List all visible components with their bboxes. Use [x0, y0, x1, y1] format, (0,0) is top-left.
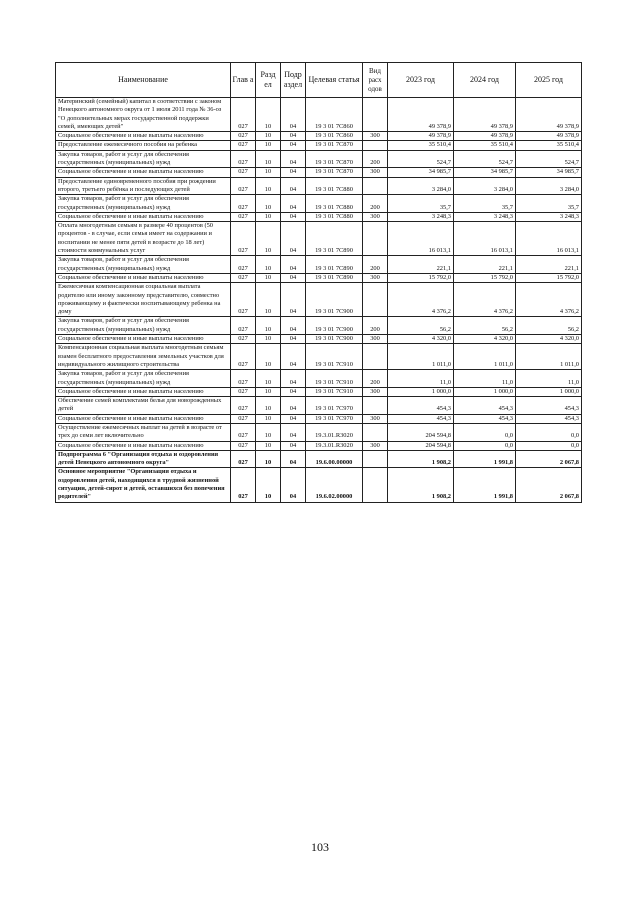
table-row — [56, 317, 582, 335]
cell-chapter: 027 — [231, 132, 256, 141]
cell-subsection: 04 — [281, 335, 306, 344]
cell-target: 19.6.02.00000 — [306, 468, 363, 502]
cell-expense-type: 300 — [363, 168, 388, 177]
cell-name: Закупка товаров, работ и услуг для обеспечения государственных (муниципальных) нужд — [56, 195, 231, 213]
cell-chapter: 027 — [231, 283, 256, 317]
cell-name: Социальное обеспечение и иные выплаты населению — [56, 273, 231, 282]
table-row — [56, 141, 582, 150]
cell-expense-type: 300 — [363, 132, 388, 141]
cell-2024: 454,3 — [454, 414, 516, 423]
cell-name: Предоставление ежемесячного пособия на ребенка — [56, 141, 231, 150]
cell-2023: 204 594,8 — [388, 441, 454, 450]
header-expense-type: Вид расх одов — [363, 63, 388, 98]
table-row — [56, 212, 582, 221]
cell-section: 10 — [256, 283, 281, 317]
cell-2023: 3 248,3 — [388, 212, 454, 221]
cell-chapter: 027 — [231, 387, 256, 396]
cell-section: 10 — [256, 344, 281, 370]
cell-2024: 0,0 — [454, 441, 516, 450]
cell-expense-type: 200 — [363, 317, 388, 335]
cell-expense-type: 300 — [363, 414, 388, 423]
header-target: Целевая статья — [306, 63, 363, 98]
cell-2024: 3 284,0 — [454, 177, 516, 195]
cell-subsection: 04 — [281, 132, 306, 141]
table-row — [56, 273, 582, 282]
cell-2023: 49 378,9 — [388, 132, 454, 141]
cell-chapter: 027 — [231, 195, 256, 213]
cell-2023: 49 378,9 — [388, 98, 454, 132]
cell-2024: 34 985,7 — [454, 168, 516, 177]
cell-subsection: 04 — [281, 141, 306, 150]
cell-subsection: 04 — [281, 450, 306, 468]
cell-target: 19 3 01 7С910 — [306, 387, 363, 396]
table-row — [56, 397, 582, 415]
cell-target: 19 3 01 7С900 — [306, 335, 363, 344]
cell-section: 10 — [256, 212, 281, 221]
cell-2023: 4 320,0 — [388, 335, 454, 344]
cell-name: Ежемесячная компенсационная социальная выплата родителю или иному законному представителю, совместно проживающему и фактически воспитывающему ребенка на дому — [56, 283, 231, 317]
cell-2023: 454,3 — [388, 397, 454, 415]
cell-2025: 15 792,0 — [516, 273, 582, 282]
header-2025: 2025 год — [516, 63, 582, 98]
cell-chapter: 027 — [231, 222, 256, 256]
cell-chapter: 027 — [231, 273, 256, 282]
cell-2023: 1 908,2 — [388, 450, 454, 468]
cell-chapter: 027 — [231, 468, 256, 502]
cell-2024: 35,7 — [454, 195, 516, 213]
cell-2024: 16 013,1 — [454, 222, 516, 256]
cell-name: Социальное обеспечение и иные выплаты населению — [56, 441, 231, 450]
cell-chapter: 027 — [231, 177, 256, 195]
cell-expense-type: 300 — [363, 387, 388, 396]
cell-section: 10 — [256, 468, 281, 502]
budget-table — [55, 62, 582, 503]
table-row — [56, 441, 582, 450]
table-row — [56, 177, 582, 195]
cell-chapter: 027 — [231, 168, 256, 177]
cell-section: 10 — [256, 450, 281, 468]
cell-2025: 524,7 — [516, 150, 582, 168]
cell-subsection: 04 — [281, 177, 306, 195]
cell-2023: 35,7 — [388, 195, 454, 213]
cell-target: 19 3 01 7С900 — [306, 283, 363, 317]
table-row — [56, 387, 582, 396]
cell-chapter: 027 — [231, 335, 256, 344]
cell-2024: 1 991,8 — [454, 450, 516, 468]
cell-name: Социальное обеспечение и иные выплаты населению — [56, 132, 231, 141]
cell-section: 10 — [256, 370, 281, 388]
cell-name: Основное мероприятие "Организация отдыха и оздоровления детей, находящихся в трудной жизненной ситуации, детей-сирот и детей, оставшихся без попечения родителей" — [56, 468, 231, 502]
cell-2024: 15 792,0 — [454, 273, 516, 282]
cell-2024: 49 378,9 — [454, 98, 516, 132]
cell-target: 19 3 01 7С870 — [306, 150, 363, 168]
table-row — [56, 195, 582, 213]
cell-target: 19 3 01 7С870 — [306, 168, 363, 177]
cell-2024: 454,3 — [454, 397, 516, 415]
cell-2024: 3 248,3 — [454, 212, 516, 221]
header-subsection: Подр аздел — [281, 63, 306, 98]
cell-expense-type: 200 — [363, 370, 388, 388]
cell-2025: 454,3 — [516, 397, 582, 415]
cell-expense-type — [363, 397, 388, 415]
cell-subsection: 04 — [281, 222, 306, 256]
cell-target: 19 3 01 7С870 — [306, 141, 363, 150]
cell-name: Социальное обеспечение и иные выплаты населению — [56, 212, 231, 221]
cell-2023: 34 985,7 — [388, 168, 454, 177]
cell-subsection: 04 — [281, 468, 306, 502]
cell-section: 10 — [256, 168, 281, 177]
cell-2023: 221,1 — [388, 256, 454, 274]
cell-chapter: 027 — [231, 212, 256, 221]
cell-expense-type — [363, 283, 388, 317]
cell-chapter: 027 — [231, 450, 256, 468]
header-2024: 2024 год — [454, 63, 516, 98]
cell-expense-type — [363, 344, 388, 370]
cell-section: 10 — [256, 397, 281, 415]
cell-subsection: 04 — [281, 441, 306, 450]
cell-subsection: 04 — [281, 317, 306, 335]
table-row — [56, 283, 582, 317]
cell-name: Подпрограмма 6 "Организация отдыха и оздоровления детей Ненецкого автономного округа" — [56, 450, 231, 468]
cell-target: 19 3 01 7С910 — [306, 344, 363, 370]
cell-2025: 35,7 — [516, 195, 582, 213]
cell-section: 10 — [256, 150, 281, 168]
cell-section: 10 — [256, 177, 281, 195]
cell-subsection: 04 — [281, 212, 306, 221]
cell-2025: 1 011,0 — [516, 344, 582, 370]
cell-2025: 3 248,3 — [516, 212, 582, 221]
cell-name: Социальное обеспечение и иные выплаты населению — [56, 387, 231, 396]
cell-expense-type: 200 — [363, 150, 388, 168]
cell-name: Осуществление ежемесячных выплат на детей в возрасте от трех до семи лет включительно — [56, 423, 231, 441]
cell-section: 10 — [256, 423, 281, 441]
cell-expense-type — [363, 141, 388, 150]
cell-chapter: 027 — [231, 414, 256, 423]
cell-subsection: 04 — [281, 283, 306, 317]
cell-section: 10 — [256, 273, 281, 282]
cell-2025: 16 013,1 — [516, 222, 582, 256]
cell-expense-type — [363, 222, 388, 256]
cell-2023: 3 284,0 — [388, 177, 454, 195]
cell-section: 10 — [256, 132, 281, 141]
cell-2023: 1 011,0 — [388, 344, 454, 370]
cell-chapter: 027 — [231, 423, 256, 441]
cell-2025: 2 067,8 — [516, 450, 582, 468]
cell-subsection: 04 — [281, 273, 306, 282]
cell-expense-type: 300 — [363, 212, 388, 221]
cell-subsection: 04 — [281, 370, 306, 388]
header-name: Наименование — [56, 63, 231, 98]
cell-chapter: 027 — [231, 441, 256, 450]
cell-2024: 1 011,0 — [454, 344, 516, 370]
cell-2025: 4 376,2 — [516, 283, 582, 317]
cell-2023: 204 594,8 — [388, 423, 454, 441]
cell-2025: 56,2 — [516, 317, 582, 335]
cell-section: 10 — [256, 195, 281, 213]
cell-target: 19 3 01 7С880 — [306, 177, 363, 195]
cell-section: 10 — [256, 317, 281, 335]
cell-subsection: 04 — [281, 414, 306, 423]
cell-subsection: 04 — [281, 150, 306, 168]
table-row — [56, 132, 582, 141]
cell-target: 19 3 01 7С890 — [306, 222, 363, 256]
cell-subsection: 04 — [281, 168, 306, 177]
cell-chapter: 027 — [231, 150, 256, 168]
cell-name: Закупка товаров, работ и услуг для обеспечения государственных (муниципальных) нужд — [56, 150, 231, 168]
cell-2024: 11,0 — [454, 370, 516, 388]
table-row — [56, 344, 582, 370]
cell-2025: 4 320,0 — [516, 335, 582, 344]
cell-section: 10 — [256, 335, 281, 344]
cell-expense-type: 300 — [363, 273, 388, 282]
cell-expense-type: 200 — [363, 256, 388, 274]
table-row — [56, 222, 582, 256]
cell-subsection: 04 — [281, 387, 306, 396]
cell-2025: 49 378,9 — [516, 98, 582, 132]
cell-2023: 1 908,2 — [388, 468, 454, 502]
cell-target: 19 3 01 7С880 — [306, 195, 363, 213]
cell-2025: 49 378,9 — [516, 132, 582, 141]
cell-2024: 35 510,4 — [454, 141, 516, 150]
cell-name: Материнский (семейный) капитал в соответствии с законом Ненецкого автономного округа от 1 июля 2011 года № 36-оз "О дополнительных мерах государственной поддержки семей, имеющих детей" — [56, 98, 231, 132]
header-section: Разд ел — [256, 63, 281, 98]
cell-chapter: 027 — [231, 370, 256, 388]
cell-chapter: 027 — [231, 256, 256, 274]
cell-target: 19 3 01 7С860 — [306, 98, 363, 132]
cell-2024: 56,2 — [454, 317, 516, 335]
header-chapter: Глав а — [231, 63, 256, 98]
cell-subsection: 04 — [281, 344, 306, 370]
cell-2023: 4 376,2 — [388, 283, 454, 317]
cell-name: Компенсационная социальная выплата многодетным семьям взамен бесплатного предоставления земельных участков для индивидуального жилищного строительства — [56, 344, 231, 370]
table-body — [56, 98, 582, 503]
cell-expense-type — [363, 177, 388, 195]
cell-section: 10 — [256, 387, 281, 396]
cell-expense-type — [363, 98, 388, 132]
cell-target: 19 3 01 7С970 — [306, 414, 363, 423]
cell-expense-type: 300 — [363, 335, 388, 344]
cell-subsection: 04 — [281, 256, 306, 274]
cell-name: Обеспечение семей комплектами белья для новорожденных детей — [56, 397, 231, 415]
cell-2024: 4 376,2 — [454, 283, 516, 317]
table-row — [56, 335, 582, 344]
table-row — [56, 423, 582, 441]
cell-section: 10 — [256, 256, 281, 274]
cell-2024: 1 991,8 — [454, 468, 516, 502]
cell-2023: 454,3 — [388, 414, 454, 423]
cell-subsection: 04 — [281, 98, 306, 132]
table-row — [56, 168, 582, 177]
cell-2025: 35 510,4 — [516, 141, 582, 150]
cell-name: Оплата многодетным семьям в размере 40 процентов (50 процентов - в случае, если семья имеет на содержании и воспитании не менее пяти детей в возрасте до 18 лет) стоимости коммунальных услуг — [56, 222, 231, 256]
cell-section: 10 — [256, 414, 281, 423]
cell-2023: 524,7 — [388, 150, 454, 168]
cell-target: 19.3.01.R3020 — [306, 441, 363, 450]
cell-2025: 221,1 — [516, 256, 582, 274]
cell-subsection: 04 — [281, 195, 306, 213]
table-row — [56, 414, 582, 423]
cell-2024: 524,7 — [454, 150, 516, 168]
cell-name: Закупка товаров, работ и услуг для обеспечения государственных (муниципальных) нужд — [56, 256, 231, 274]
cell-2023: 16 013,1 — [388, 222, 454, 256]
cell-chapter: 027 — [231, 141, 256, 150]
cell-expense-type — [363, 450, 388, 468]
cell-chapter: 027 — [231, 317, 256, 335]
cell-section: 10 — [256, 222, 281, 256]
cell-section: 10 — [256, 141, 281, 150]
cell-2024: 49 378,9 — [454, 132, 516, 141]
cell-expense-type — [363, 423, 388, 441]
table-row — [56, 256, 582, 274]
cell-2024: 1 000,0 — [454, 387, 516, 396]
cell-target: 19 3 01 7С860 — [306, 132, 363, 141]
cell-target: 19.3.01.R3020 — [306, 423, 363, 441]
cell-name: Социальное обеспечение и иные выплаты населению — [56, 335, 231, 344]
cell-2025: 0,0 — [516, 423, 582, 441]
cell-chapter: 027 — [231, 98, 256, 132]
cell-target: 19 3 01 7С880 — [306, 212, 363, 221]
cell-2023: 15 792,0 — [388, 273, 454, 282]
page-number: 103 — [311, 840, 329, 854]
cell-name: Предоставление единовременного пособия при рождении второго, третьего ребёнка и последующих детей — [56, 177, 231, 195]
cell-name: Социальное обеспечение и иные выплаты населению — [56, 414, 231, 423]
cell-target: 19 3 01 7С910 — [306, 370, 363, 388]
cell-name: Социальное обеспечение и иные выплаты населению — [56, 168, 231, 177]
cell-2024: 221,1 — [454, 256, 516, 274]
cell-section: 10 — [256, 441, 281, 450]
cell-target: 19.6.00.00000 — [306, 450, 363, 468]
table-row — [56, 150, 582, 168]
cell-target: 19 3 01 7С890 — [306, 273, 363, 282]
cell-2025: 1 000,0 — [516, 387, 582, 396]
cell-subsection: 04 — [281, 423, 306, 441]
cell-name: Закупка товаров, работ и услуг для обеспечения государственных (муниципальных) нужд — [56, 317, 231, 335]
cell-2024: 0,0 — [454, 423, 516, 441]
cell-expense-type — [363, 468, 388, 502]
cell-2025: 34 985,7 — [516, 168, 582, 177]
cell-target: 19 3 01 7С970 — [306, 397, 363, 415]
cell-2023: 56,2 — [388, 317, 454, 335]
cell-subsection: 04 — [281, 397, 306, 415]
cell-2024: 4 320,0 — [454, 335, 516, 344]
table-row — [56, 98, 582, 132]
cell-2025: 11,0 — [516, 370, 582, 388]
cell-target: 19 3 01 7С890 — [306, 256, 363, 274]
table-row — [56, 370, 582, 388]
cell-expense-type: 300 — [363, 441, 388, 450]
cell-2023: 1 000,0 — [388, 387, 454, 396]
cell-2023: 11,0 — [388, 370, 454, 388]
cell-expense-type: 200 — [363, 195, 388, 213]
cell-2023: 35 510,4 — [388, 141, 454, 150]
table-row — [56, 468, 582, 502]
cell-chapter: 027 — [231, 344, 256, 370]
cell-2025: 0,0 — [516, 441, 582, 450]
table-row — [56, 450, 582, 468]
cell-2025: 3 284,0 — [516, 177, 582, 195]
table-header-row — [56, 63, 582, 98]
header-2023: 2023 год — [388, 63, 454, 98]
cell-2025: 454,3 — [516, 414, 582, 423]
cell-target: 19 3 01 7С900 — [306, 317, 363, 335]
cell-chapter: 027 — [231, 397, 256, 415]
cell-2025: 2 067,8 — [516, 468, 582, 502]
cell-section: 10 — [256, 98, 281, 132]
cell-name: Закупка товаров, работ и услуг для обеспечения государственных (муниципальных) нужд — [56, 370, 231, 388]
